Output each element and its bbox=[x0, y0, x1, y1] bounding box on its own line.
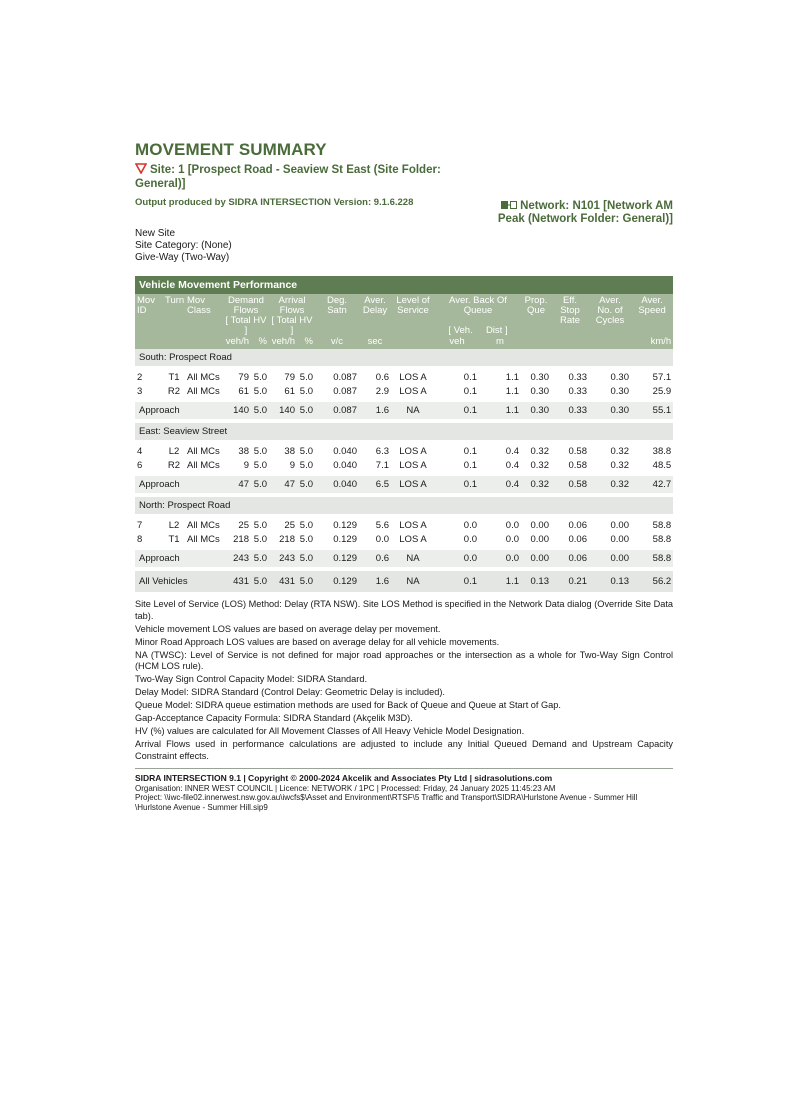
table-banner: Vehicle Movement Performance bbox=[135, 276, 673, 294]
unit-demand-hv: % bbox=[251, 337, 269, 349]
table-cell: 5.0 bbox=[299, 519, 313, 531]
table-cell: 61 bbox=[284, 385, 295, 397]
table-cell: 58.8 bbox=[652, 533, 672, 545]
table-cell: All MCs bbox=[187, 371, 220, 383]
network-title bbox=[473, 200, 673, 213]
table-cell: 38 bbox=[238, 445, 249, 457]
table-cell: 0.32 bbox=[610, 445, 629, 457]
site-title bbox=[135, 163, 465, 177]
report-footer bbox=[135, 768, 673, 812]
table-cell: 0.1 bbox=[463, 459, 477, 471]
table-cell: 0.0 bbox=[505, 533, 519, 545]
table-cell: R2 bbox=[167, 385, 181, 397]
table-cell: 0.30 bbox=[530, 371, 549, 383]
note: Arrival Flows used in performance calculations are adjusted to include any Initial Queued Demand and Upstream Capacity Constraint effects. bbox=[135, 739, 673, 761]
table-cell: 6.5 bbox=[359, 476, 391, 493]
table-cell: LOS A bbox=[399, 371, 427, 383]
table-cell: LOS A bbox=[399, 459, 427, 471]
approach-total-row bbox=[135, 476, 673, 493]
table-cell: 0.00 bbox=[530, 533, 549, 545]
note: NA (TWSC): Level of Service is not defined for major road approaches or the intersection as a whole for Two-Way Sign Control (HCM LOS rule). bbox=[135, 649, 673, 671]
table-cell: 0.33 bbox=[551, 402, 589, 419]
table-cell: 0.040 bbox=[315, 476, 359, 493]
table-cell: 5.0 bbox=[253, 371, 267, 383]
table-units-row bbox=[135, 337, 673, 349]
table-cell: 0.0 bbox=[479, 550, 521, 567]
table-cell: 5.0 bbox=[299, 533, 313, 545]
table-cell: 58.8 bbox=[631, 550, 673, 567]
table-cell: LOS A bbox=[391, 476, 435, 493]
table-cell: 0.58 bbox=[568, 445, 587, 457]
meta-site-category: Site Category: (None) bbox=[135, 240, 232, 251]
table-cell: LOS A bbox=[399, 533, 427, 545]
table-cell: 0.1 bbox=[435, 476, 479, 493]
table-cell: 140 bbox=[223, 402, 251, 419]
table-cell: 0.0 bbox=[375, 533, 389, 545]
table-cell: 0.0 bbox=[505, 519, 519, 531]
header-eff-stop-rate: Eff. Stop Rate bbox=[551, 294, 589, 337]
all-vehicles-row bbox=[135, 571, 673, 592]
approach-section-row bbox=[135, 497, 673, 514]
note: Site Level of Service (LOS) Method: Delay (RTA NSW). Site LOS Method is specified in the Network Data dialog (Override Site Data tab). bbox=[135, 599, 673, 621]
table-cell: 431 bbox=[223, 571, 251, 592]
site-triangle-icon bbox=[135, 163, 147, 174]
table-cell: R2 bbox=[167, 459, 181, 471]
table-cell: 7.1 bbox=[375, 459, 389, 471]
unit-dist: m bbox=[479, 337, 521, 349]
table-cell: 0.040 bbox=[333, 445, 357, 457]
header-demand-flows: Demand Flows [ Total HV ] bbox=[223, 294, 269, 337]
note: HV (%) values are calculated for All Movement Classes of All Heavy Vehicle Model Designation. bbox=[135, 726, 525, 736]
table-cell: 218 bbox=[279, 533, 295, 545]
table-cell: 5.0 bbox=[253, 445, 267, 457]
table-cell: NA bbox=[391, 550, 435, 567]
table-cell: 5.0 bbox=[297, 571, 315, 592]
note: Queue Model: SIDRA queue estimation methods are used for Back of Queue and Queue at Start of Gap. bbox=[135, 700, 561, 710]
table-cell: 8 bbox=[137, 533, 143, 545]
table-cell: 0.087 bbox=[315, 402, 359, 419]
table-cell: 0.33 bbox=[568, 371, 587, 383]
table-cell: 0.0 bbox=[463, 519, 477, 531]
table-cell: Approach bbox=[135, 476, 223, 493]
note: Gap-Acceptance Capacity Formula: SIDRA Standard (Akçelik M3D). bbox=[135, 713, 413, 723]
table-cell: 5.0 bbox=[251, 550, 269, 567]
meta-control-type: Give-Way (Two-Way) bbox=[135, 252, 230, 263]
table-cell: 3 bbox=[137, 385, 143, 397]
table-cell: 5.0 bbox=[297, 402, 315, 419]
table-header-row bbox=[135, 294, 673, 337]
site-title-line1: Site: 1 [Prospect Road - Seaview St East (Site Folder: bbox=[150, 164, 441, 176]
table-cell: 0.00 bbox=[589, 550, 631, 567]
table-cell: 47 bbox=[223, 476, 251, 493]
header-aver-delay: Aver. Delay bbox=[359, 294, 391, 337]
table-cell: 1.1 bbox=[505, 385, 519, 397]
table-cell: 0.6 bbox=[375, 371, 389, 383]
approach-section-row bbox=[135, 423, 673, 440]
table-cell: 0.00 bbox=[610, 519, 629, 531]
table-cell: 1.1 bbox=[505, 371, 519, 383]
table-cell: 0.6 bbox=[359, 550, 391, 567]
table-cell: LOS A bbox=[399, 519, 427, 531]
table-cell: All MCs bbox=[187, 519, 220, 531]
report-page bbox=[135, 140, 673, 812]
table-cell: All MCs bbox=[187, 385, 220, 397]
table-cell: 0.4 bbox=[505, 459, 519, 471]
footer-organisation: Organisation: INNER WEST COUNCIL | Licence: NETWORK / 1PC | Processed: Friday, 24 January 2025 11:45:23 AM bbox=[135, 783, 556, 793]
table-cell: 0.4 bbox=[479, 476, 521, 493]
table-cell: 0.1 bbox=[463, 445, 477, 457]
table-cell: 79 bbox=[238, 371, 249, 383]
network-title-line2: Peak (Network Folder: General)] bbox=[497, 213, 673, 225]
table-cell: 0.1 bbox=[463, 371, 477, 383]
table-cell: T1 bbox=[168, 371, 180, 383]
table-cell: 0.06 bbox=[568, 519, 587, 531]
table-cell: 0.32 bbox=[589, 476, 631, 493]
table-cell: 5.0 bbox=[251, 476, 269, 493]
table-cell: 5.0 bbox=[253, 533, 267, 545]
table-cell: 5.0 bbox=[299, 445, 313, 457]
header-arrival-flows: Arrival Flows [ Total HV ] bbox=[269, 294, 315, 337]
network-icon bbox=[501, 201, 517, 209]
table-row bbox=[135, 384, 673, 398]
header-prop-que: Prop. Que bbox=[521, 294, 551, 337]
table-cell: 9 bbox=[289, 459, 295, 471]
table-cell: 0.30 bbox=[610, 371, 629, 383]
table-cell: Approach bbox=[135, 402, 223, 419]
table-cell: 0.129 bbox=[333, 519, 357, 531]
table-cell: 5.0 bbox=[251, 402, 269, 419]
table-cell: L2 bbox=[168, 445, 180, 457]
approach-section-title: East: Seaview Street bbox=[135, 423, 673, 440]
table-cell: 5.0 bbox=[253, 385, 267, 397]
table-row bbox=[135, 444, 673, 458]
table-cell: 55.1 bbox=[631, 402, 673, 419]
table-cell: Approach bbox=[135, 550, 223, 567]
table-cell: 25.9 bbox=[652, 385, 672, 397]
table-body bbox=[135, 349, 673, 592]
header-deg-satn: Deg. Satn bbox=[315, 294, 359, 337]
table-cell: 0.1 bbox=[463, 385, 477, 397]
table-cell: 1.6 bbox=[359, 571, 391, 592]
table-cell: 5.0 bbox=[297, 476, 315, 493]
table-row bbox=[135, 518, 673, 532]
report-notes bbox=[135, 599, 673, 762]
table-cell: 0.30 bbox=[530, 385, 549, 397]
header-turn: Turn bbox=[163, 294, 185, 337]
site-meta bbox=[135, 228, 673, 264]
table-cell: 25 bbox=[284, 519, 295, 531]
table-cell: 0.087 bbox=[333, 371, 357, 383]
header-aver-speed: Aver. Speed bbox=[631, 294, 673, 337]
table-cell: 2 bbox=[137, 371, 143, 383]
table-cell: 0.32 bbox=[610, 459, 629, 471]
site-block bbox=[135, 163, 465, 208]
table-row bbox=[135, 532, 673, 546]
table-cell: 9 bbox=[243, 459, 249, 471]
meta-site-name: New Site bbox=[135, 228, 176, 239]
table-cell: All MCs bbox=[187, 459, 220, 471]
table-cell: 0.0 bbox=[463, 533, 477, 545]
network-title-line1: Network: N101 [Network AM bbox=[520, 200, 673, 212]
header-no-of-cycles: Aver. No. of Cycles bbox=[589, 294, 631, 337]
table-cell: 5.0 bbox=[253, 459, 267, 471]
page-title: MOVEMENT SUMMARY bbox=[135, 140, 327, 159]
table-cell: 0.32 bbox=[521, 476, 551, 493]
table-cell: 4 bbox=[137, 445, 143, 457]
table-cell: 2.9 bbox=[375, 385, 389, 397]
table-cell: All Vehicles bbox=[135, 571, 223, 592]
table-cell: 0.32 bbox=[530, 445, 549, 457]
approach-section-title: North: Prospect Road bbox=[135, 497, 673, 514]
table-cell: 0.13 bbox=[521, 571, 551, 592]
table-cell: 0.00 bbox=[521, 550, 551, 567]
table-cell: LOS A bbox=[399, 385, 427, 397]
report-header bbox=[135, 160, 673, 225]
note: Delay Model: SIDRA Standard (Control Delay: Geometric Delay is included). bbox=[135, 687, 445, 697]
movement-performance-table bbox=[135, 276, 673, 592]
table-cell: All MCs bbox=[187, 445, 220, 457]
table-cell: All MCs bbox=[187, 533, 220, 545]
table-cell: 0.06 bbox=[568, 533, 587, 545]
table-cell: 5.0 bbox=[299, 371, 313, 383]
table-cell: 7 bbox=[137, 519, 143, 531]
table-cell: 42.7 bbox=[631, 476, 673, 493]
table-cell: 79 bbox=[284, 371, 295, 383]
table-cell: 0.58 bbox=[551, 476, 589, 493]
table-cell: 47 bbox=[269, 476, 297, 493]
footer-project-path: Project: \\iwc-file02.innerwest.nsw.gov.au\iwcfs$\Asset and Environment\RTSF\5 Traffic and Transport\SIDRA\Hurlstone Avenue - Summer Hill bbox=[135, 793, 638, 803]
header-mov-id: Mov ID bbox=[135, 294, 163, 337]
note: Two-Way Sign Control Capacity Model: SIDRA Standard. bbox=[135, 674, 367, 684]
table-cell: 5.0 bbox=[299, 459, 313, 471]
table-row bbox=[135, 458, 673, 472]
table-cell: 0.4 bbox=[505, 445, 519, 457]
table-cell: 0.30 bbox=[521, 402, 551, 419]
table-cell: 0.06 bbox=[551, 550, 589, 567]
table-cell: LOS A bbox=[399, 445, 427, 457]
table-cell: 1.6 bbox=[359, 402, 391, 419]
table-cell: NA bbox=[391, 402, 435, 419]
table-cell: 140 bbox=[269, 402, 297, 419]
table-cell: 0.21 bbox=[551, 571, 589, 592]
table-cell: 58.8 bbox=[652, 519, 672, 531]
unit-arrival-total: veh/h bbox=[269, 337, 297, 349]
unit-delay: sec bbox=[359, 337, 391, 349]
table-cell: 5.0 bbox=[297, 550, 315, 567]
table-cell: 0.32 bbox=[530, 459, 549, 471]
footer-project-file: \Hurlstone Avenue - Summer Hill.sip9 bbox=[135, 802, 268, 812]
table-cell: 218 bbox=[233, 533, 249, 545]
table-cell: 5.0 bbox=[299, 385, 313, 397]
table-cell: 25 bbox=[238, 519, 249, 531]
table-cell: 0.30 bbox=[589, 402, 631, 419]
table-cell: 0.040 bbox=[333, 459, 357, 471]
table-cell: 6 bbox=[137, 459, 143, 471]
table-cell: 431 bbox=[269, 571, 297, 592]
table-cell: 0.30 bbox=[610, 385, 629, 397]
table-row bbox=[135, 370, 673, 384]
table-cell: 38.8 bbox=[652, 445, 672, 457]
header-level-of-service: Level of Service bbox=[391, 294, 435, 337]
footer-copyright: SIDRA INTERSECTION 9.1 | Copyright © 2000-2024 Akcelik and Associates Pty Ltd | sidrasolutions.com bbox=[135, 773, 553, 783]
table-cell: 61 bbox=[238, 385, 249, 397]
table-cell: 0.33 bbox=[568, 385, 587, 397]
table-cell: 0.1 bbox=[435, 571, 479, 592]
table-cell: 1.1 bbox=[479, 402, 521, 419]
table-cell: 0.1 bbox=[435, 402, 479, 419]
table-cell: 0.0 bbox=[435, 550, 479, 567]
approach-section-title: South: Prospect Road bbox=[135, 349, 673, 366]
table-cell: 38 bbox=[284, 445, 295, 457]
table-cell: 48.5 bbox=[652, 459, 672, 471]
note: Minor Road Approach LOS values are based on average delay for all vehicle movements. bbox=[135, 636, 500, 647]
header-mov-class: Mov Class bbox=[185, 294, 223, 337]
table-cell: 0.58 bbox=[568, 459, 587, 471]
unit-demand-total: veh/h bbox=[223, 337, 251, 349]
table-cell: 0.13 bbox=[589, 571, 631, 592]
table-cell: 243 bbox=[269, 550, 297, 567]
approach-section-row bbox=[135, 349, 673, 366]
approach-total-row bbox=[135, 402, 673, 419]
table-cell: 0.129 bbox=[315, 571, 359, 592]
table-banner-row bbox=[135, 276, 673, 294]
table-cell: 56.2 bbox=[631, 571, 673, 592]
produced-by: Output produced by SIDRA INTERSECTION Version: 9.1.6.228 bbox=[135, 197, 414, 208]
table-cell: 5.6 bbox=[375, 519, 389, 531]
table-cell: 6.3 bbox=[375, 445, 389, 457]
table-cell: 5.0 bbox=[253, 519, 267, 531]
table-cell: 0.00 bbox=[530, 519, 549, 531]
site-title-line2: General)] bbox=[135, 178, 186, 190]
table-cell: 5.0 bbox=[251, 571, 269, 592]
header-back-of-queue: Aver. Back Of Queue [ Veh. Dist ] bbox=[435, 294, 521, 337]
table-cell: 57.1 bbox=[652, 371, 672, 383]
table-cell: 243 bbox=[223, 550, 251, 567]
table-cell: L2 bbox=[168, 519, 180, 531]
approach-total-row bbox=[135, 550, 673, 567]
table-cell: 0.129 bbox=[315, 550, 359, 567]
table-cell: 1.1 bbox=[479, 571, 521, 592]
unit-deg-satn: v/c bbox=[315, 337, 359, 349]
unit-veh: veh bbox=[435, 337, 479, 349]
table-cell: T1 bbox=[168, 533, 180, 545]
table-cell: 0.00 bbox=[610, 533, 629, 545]
note: Vehicle movement LOS values are based on average delay per movement. bbox=[135, 623, 441, 634]
unit-arrival-hv: % bbox=[297, 337, 315, 349]
unit-speed: km/h bbox=[631, 337, 673, 349]
table-cell: NA bbox=[391, 571, 435, 592]
table-cell: 0.087 bbox=[333, 385, 357, 397]
network-block bbox=[473, 200, 673, 226]
table-cell: 0.129 bbox=[333, 533, 357, 545]
